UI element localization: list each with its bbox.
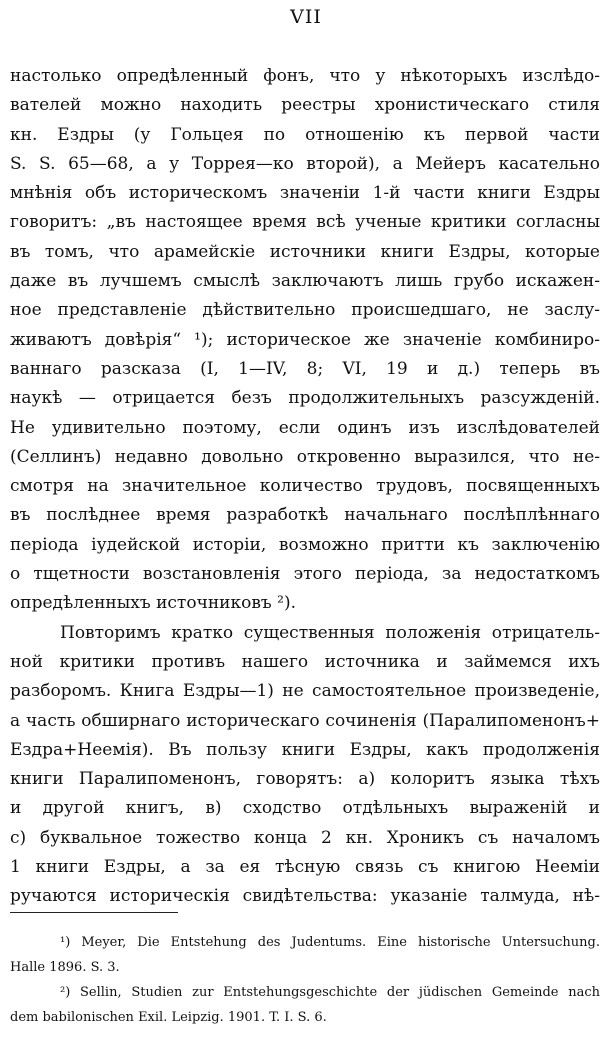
paragraph-start-line: Повторимъ кратко существенныя положенія отрицатель- [60,622,600,643]
text-line: с) буквальное тожество конца 2 кн. Хроникъ съ началомъ [10,827,600,848]
text-line: ваннаго разсказа (I, 1—IV, 8; VI, 19 и д.) теперь въ [10,358,600,379]
footnote-line: Halle 1896. S. 3. [10,960,120,975]
footnote-line: dem babilonischen Exil. Leipzig. 1901. T. I. S. 6. [10,1010,327,1025]
text-line: (Селлинъ) недавно довольно откровенно выразился, что не- [10,446,600,467]
text-line: живаютъ довѣрія“ ¹); историческое же значеніе комбиниро- [10,329,600,350]
text-line: ной критики противъ нашего источника и займемся ихъ [10,651,600,672]
body-text [10,62,600,912]
text-line: періода іудейской исторіи, возможно притти къ заключенію [10,534,600,555]
footnotes [10,930,600,1030]
text-line: ное представленіе дѣйствительно происшедшаго, не заслу- [10,300,600,321]
text-line: настолько опредѣленный фонъ, что у нѣкоторыхъ изслѣдо- [10,66,600,86]
text-line: говоритъ: „въ настоящее время всѣ ученые критики согласны [10,212,600,233]
text-line: въ послѣднее время разработкѣ начальнаго послѣплѣннаго [10,505,600,526]
footnote-line: ²) Sellin, Studien zur Entstehungsgeschichte der jüdischen Gemeinde nach [60,985,600,1000]
text-line: вателей можно находить реестры хронистическаго стиля [10,95,600,116]
text-line: смотря на значительное количество трудовъ, посвященныхъ [10,476,600,497]
text-line: S. S. 65—68, а у Торрея—ко второй), а Мейеръ касательно [10,153,600,174]
text-line: 1 книги Ездры, а за ея тѣсную связь съ книгою Нееміи [10,857,600,878]
page-number: VII [290,6,322,28]
text-line: наукѣ — отрицается безъ продолжительныхъ разсужденій. [10,388,600,409]
footnote-divider [10,912,178,913]
text-line: Не удивительно поэтому, если одинъ изъ изслѣдователей [10,417,600,438]
text-line: Ездра+Неемія). Въ пользу книги Ездры, какъ продолженія [10,739,600,760]
text-line: въ томъ, что арамейскіе источники книги Ездры, которые [10,241,600,262]
text-line: а часть обширнаго историческаго сочиненія (Паралипоменонъ+ [10,710,600,731]
text-line: о тщетности возстановленія этого періода, за недостаткомъ [10,564,600,585]
text-line: книги Паралипоменонъ, говорятъ: а) колоритъ языка тѣхъ [10,769,600,790]
text-line: опредѣленныхъ источниковъ ²). [10,593,296,614]
text-line: и другой книгъ, в) сходство отдѣльныхъ выраженій и [10,798,600,819]
text-line: ручаются историческія свидѣтельства: указаніе талмуда, нѣ- [10,886,600,907]
text-line: разборомъ. Книга Ездры—1) не самостоятельное произведеніе, [10,681,600,702]
text-line: мнѣнія объ историческомъ значеніи 1-й части книги Ездры [10,183,600,204]
footnote-line: ¹) Meyer, Die Entstehung des Judentums. Eine historische Untersuchung. [60,935,600,950]
text-line: кн. Ездры (у Гольцея по отношенію къ первой части [10,124,600,145]
text-line: даже въ лучшемъ смыслѣ заключаютъ лишь грубо искажен- [10,271,600,292]
